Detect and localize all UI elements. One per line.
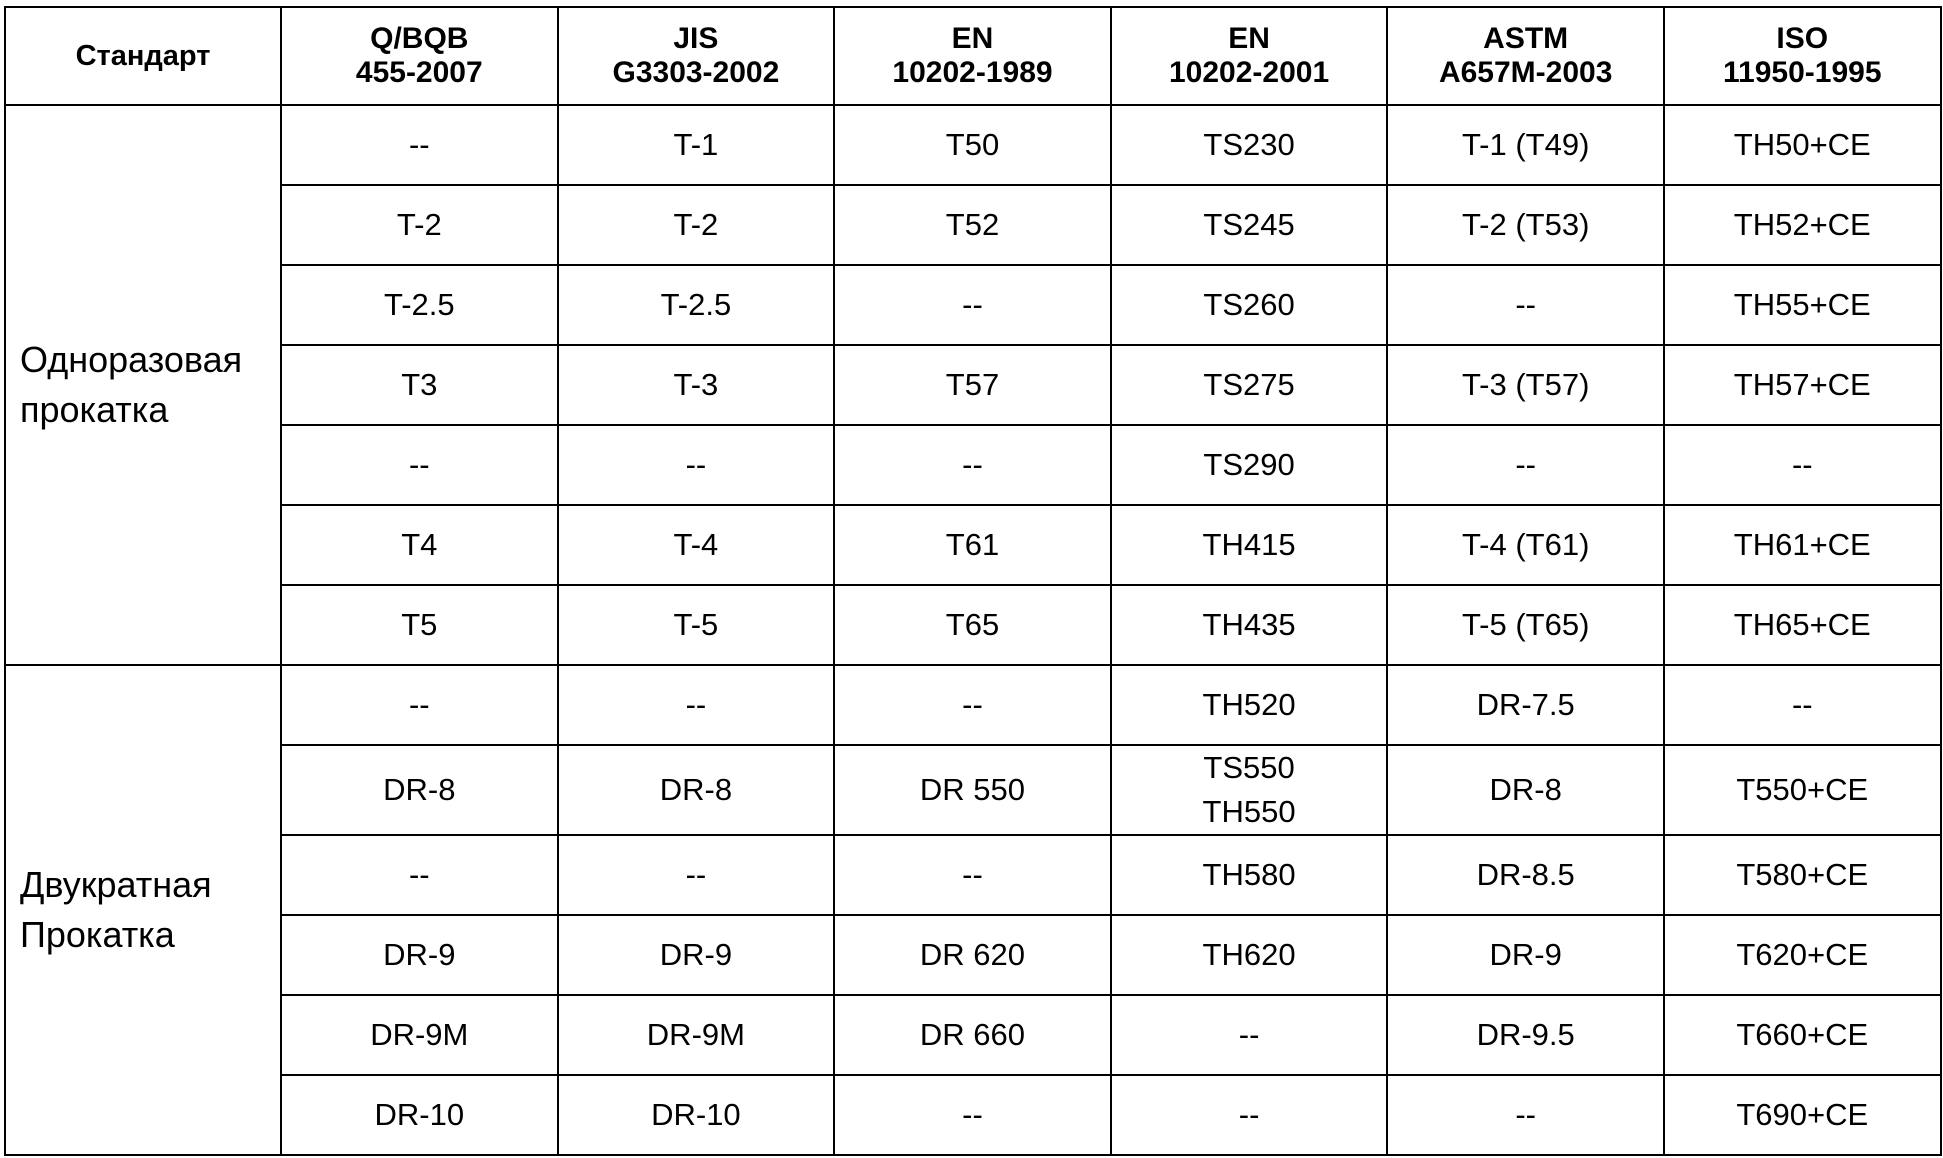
header-line: JIS [673, 22, 719, 55]
table-cell: -- [834, 265, 1111, 345]
table-cell: T-5 [558, 585, 835, 665]
table-cell: TH435 [1111, 585, 1388, 665]
table-cell: T52 [834, 185, 1111, 265]
table-cell: T-5 (T65) [1387, 585, 1664, 665]
table-cell: -- [558, 665, 835, 745]
table-cell: -- [1664, 425, 1941, 505]
cell-line: TS550 [1203, 750, 1295, 785]
table-cell: DR-9 [281, 915, 558, 995]
table-cell: T620+CE [1664, 915, 1941, 995]
group-label-line: Прокатка [20, 914, 175, 955]
table-cell: T50 [834, 105, 1111, 185]
table-cell: DR 620 [834, 915, 1111, 995]
table-cell: -- [281, 425, 558, 505]
table-cell: DR-8 [558, 745, 835, 835]
table-cell: T-1 [558, 105, 835, 185]
table-cell: DR-8 [281, 745, 558, 835]
table-cell: -- [834, 1075, 1111, 1155]
cell-line: TH550 [1202, 794, 1296, 829]
table-cell: T-2 [558, 185, 835, 265]
header-line: G3303-2002 [612, 56, 780, 89]
table-cell: T61 [834, 505, 1111, 585]
table-row [5, 265, 1941, 345]
table-cell: TH52+CE [1664, 185, 1941, 265]
header-line: 11950-1995 [1723, 56, 1882, 89]
table-cell: DR-8 [1387, 745, 1664, 835]
table-cell: -- [1664, 665, 1941, 745]
table-cell: -- [558, 425, 835, 505]
header-line: 455-2007 [355, 56, 483, 89]
steel-grades-table [4, 6, 1942, 1156]
header-line: ASTM [1483, 22, 1569, 55]
table-cell: TH61+CE [1664, 505, 1941, 585]
table-cell: -- [1387, 1075, 1664, 1155]
header-iso [1664, 7, 1941, 105]
table-cell: T-3 (T57) [1387, 345, 1664, 425]
table-cell: DR-9.5 [1387, 995, 1664, 1075]
table-cell: DR-7.5 [1387, 665, 1664, 745]
table-cell: DR-10 [281, 1075, 558, 1155]
header-line: EN [951, 22, 994, 55]
table-cell: TS275 [1111, 345, 1388, 425]
header-en-1989 [834, 7, 1111, 105]
table-cell: TS245 [1111, 185, 1388, 265]
table-cell: DR-9M [281, 995, 558, 1075]
table-cell: DR-8.5 [1387, 835, 1664, 915]
table-cell: T550+CE [1664, 745, 1941, 835]
table-cell: T-3 [558, 345, 835, 425]
table-cell: T3 [281, 345, 558, 425]
table-body [5, 105, 1941, 1155]
table-row [5, 745, 1941, 835]
group-label-line: прокатка [20, 389, 169, 430]
table-cell: T-2.5 [558, 265, 835, 345]
table-row [5, 425, 1941, 505]
header-en-2001 [1111, 7, 1388, 105]
table-cell: -- [1111, 1075, 1388, 1155]
header-line: ISO [1776, 22, 1829, 55]
table-row [5, 105, 1941, 185]
header-jis [558, 7, 835, 105]
table-cell: T-2 [281, 185, 558, 265]
table-row [5, 505, 1941, 585]
table-cell: -- [834, 425, 1111, 505]
table-cell: T-1 (T49) [1387, 105, 1664, 185]
table-row [5, 345, 1941, 425]
table-cell: DR-9 [558, 915, 835, 995]
table-cell: TS290 [1111, 425, 1388, 505]
table-cell: -- [834, 665, 1111, 745]
table-row [5, 835, 1941, 915]
table-cell-double [1111, 745, 1388, 835]
table-cell: T-4 [558, 505, 835, 585]
table-cell: T580+CE [1664, 835, 1941, 915]
table-cell: DR-9 [1387, 915, 1664, 995]
group-label-single-rolling [5, 105, 281, 665]
table-cell: T690+CE [1664, 1075, 1941, 1155]
table-cell: T4 [281, 505, 558, 585]
header-standard: Стандарт [5, 7, 281, 105]
table-cell: T-2 (T53) [1387, 185, 1664, 265]
table-cell: TH580 [1111, 835, 1388, 915]
table-row [5, 915, 1941, 995]
table-cell: -- [1387, 265, 1664, 345]
table-cell: DR-9M [558, 995, 835, 1075]
table-cell: -- [1111, 995, 1388, 1075]
table-cell: DR-10 [558, 1075, 835, 1155]
group-label-line: Двукратная [20, 864, 212, 905]
table-cell: T5 [281, 585, 558, 665]
table-cell: T-4 (T61) [1387, 505, 1664, 585]
table-cell: -- [281, 105, 558, 185]
header-line: Q/BQB [370, 22, 469, 55]
table-row [5, 995, 1941, 1075]
table-header [5, 7, 1941, 105]
table-cell: T65 [834, 585, 1111, 665]
table-row [5, 665, 1941, 745]
table-row [5, 1075, 1941, 1155]
table-cell: -- [834, 835, 1111, 915]
header-astm [1387, 7, 1664, 105]
table-row [5, 185, 1941, 265]
group-label-line: Одноразовая [20, 339, 243, 380]
table-row [5, 585, 1941, 665]
table-cell: TH520 [1111, 665, 1388, 745]
group-label-double-rolling [5, 665, 281, 1155]
table-cell: TH50+CE [1664, 105, 1941, 185]
table-cell: -- [281, 665, 558, 745]
table-cell: DR 660 [834, 995, 1111, 1075]
table-cell: TH620 [1111, 915, 1388, 995]
header-line: 10202-1989 [892, 56, 1053, 89]
table-cell: T660+CE [1664, 995, 1941, 1075]
header-line: EN [1228, 22, 1270, 55]
table-cell: TH415 [1111, 505, 1388, 585]
header-row [5, 7, 1941, 105]
table-cell: T57 [834, 345, 1111, 425]
table-cell: -- [1387, 425, 1664, 505]
table-cell: -- [281, 835, 558, 915]
table-cell: DR 550 [834, 745, 1111, 835]
table-cell: TH65+CE [1664, 585, 1941, 665]
table-cell: TS230 [1111, 105, 1388, 185]
table-cell: TH57+CE [1664, 345, 1941, 425]
table-cell: T-2.5 [281, 265, 558, 345]
header-qbqb [281, 7, 558, 105]
table-cell: -- [558, 835, 835, 915]
table-cell: TH55+CE [1664, 265, 1941, 345]
header-line: 10202-2001 [1169, 56, 1330, 89]
table-cell: TS260 [1111, 265, 1388, 345]
header-line: A657M-2003 [1438, 56, 1613, 89]
